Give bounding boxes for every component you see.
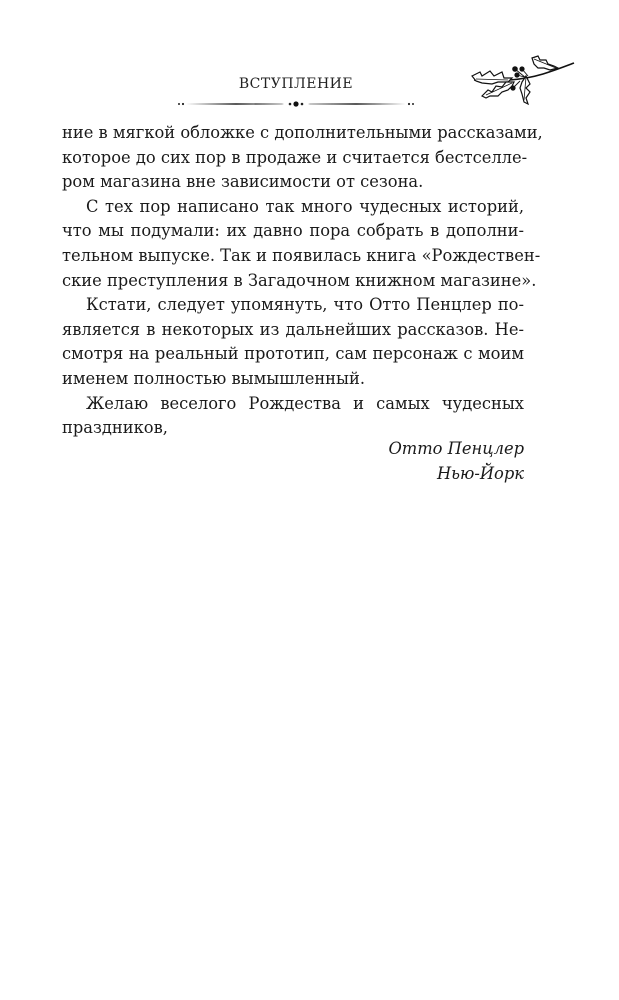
text-line: является в некоторых из дальнейших рассказов. Не-	[62, 319, 524, 339]
signature-name: Отто Пенцлер	[388, 439, 524, 458]
paragraph	[62, 392, 524, 441]
text-line: С тех пор написано так много чудесных историй,	[86, 196, 524, 216]
text-line: которое до сих пор в продаже и считается бестселле-	[62, 147, 528, 167]
body-text	[62, 121, 543, 441]
text-line: смотря на реальный прототип, сам персонаж с моим	[62, 344, 524, 364]
text-line: Кстати, следует упомянуть, что Отто Пенцлер по-	[86, 295, 524, 315]
text-line: тельном выпуске. Так и появилась книга «Рождествен-	[62, 245, 541, 265]
holly-branch-icon	[468, 54, 576, 110]
signature-place: Нью-Йорк	[436, 464, 524, 483]
paragraph	[62, 293, 524, 391]
paragraph	[62, 195, 541, 293]
text-line: именем полностью вымышленный.	[62, 368, 366, 388]
text-line: ские преступления в Загадочном книжном магазине».	[62, 270, 537, 290]
signature	[388, 436, 524, 486]
text-line: что мы подумали: их давно пора собрать в дополни-	[62, 221, 524, 241]
text-line: Желаю веселого Рождества и самых чудесных	[86, 393, 524, 413]
text-line: ние в мягкой обложке с дополнительными рассказами,	[62, 123, 543, 142]
paragraph	[62, 121, 543, 195]
text-line: праздников,	[62, 418, 168, 438]
running-title: ВСТУПЛЕНИЕ	[238, 76, 354, 92]
text-line: ром магазина вне зависимости от сезона.	[62, 172, 424, 192]
page-header	[0, 0, 619, 120]
decorative-rule-icon	[176, 96, 416, 112]
